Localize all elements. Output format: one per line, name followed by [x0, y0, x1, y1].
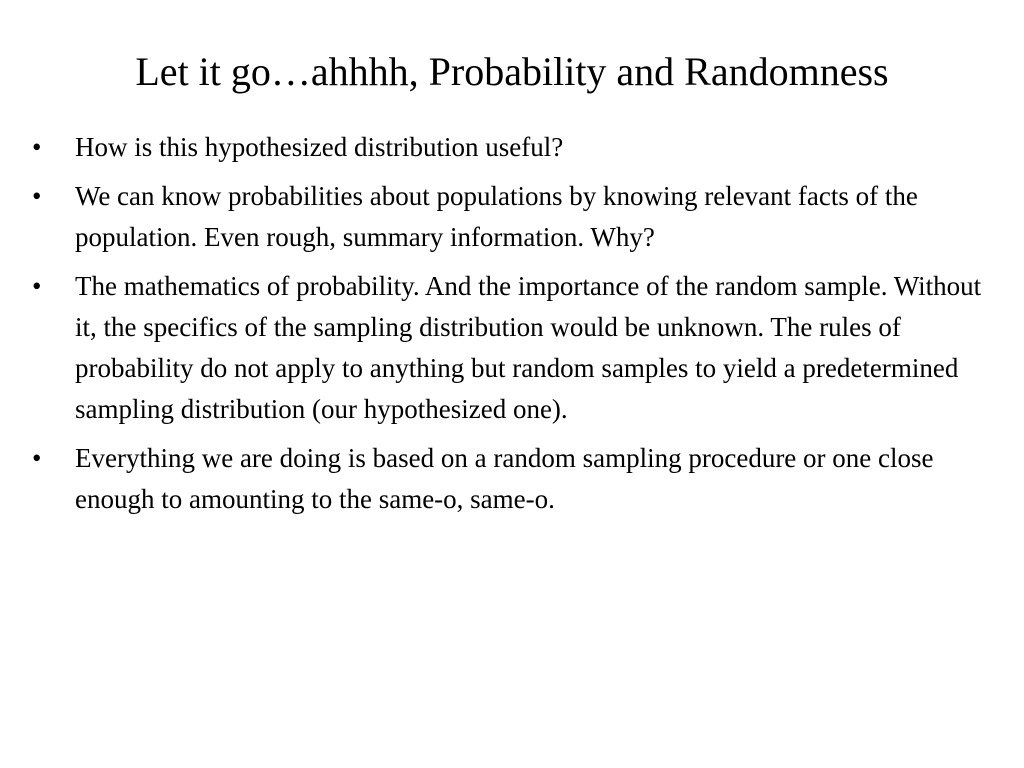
bullet-text: We can know probabilities about populations by knowing relevant facts of the population. Even rough, summary information. Why?: [75, 181, 918, 252]
bullet-item: [32, 266, 1000, 430]
bullet-marker: •: [32, 271, 42, 301]
bullet-list: [32, 127, 1000, 528]
bullet-text: Everything we are doing is based on a random sampling procedure or one close enough to amounting to the same-o, same-o.: [75, 443, 934, 514]
bullet-text: How is this hypothesized distribution useful?: [75, 132, 564, 162]
slide-title: Let it go…ahhhh, Probability and Randomness: [135, 49, 889, 94]
bullet-item: [32, 127, 1000, 168]
bullet-item: [32, 438, 1000, 520]
bullet-marker: •: [32, 181, 42, 211]
bullet-item: [32, 176, 1000, 258]
bullet-marker: •: [32, 132, 42, 162]
bullet-marker: •: [32, 443, 42, 473]
bullet-text: The mathematics of probability. And the importance of the random sample. Without it, the specifics of the sampling distribution would be unknown. The rules of probability do not apply to anything but random samples to yield a predetermined sampling distribution (our hypothesized one).: [75, 271, 982, 424]
